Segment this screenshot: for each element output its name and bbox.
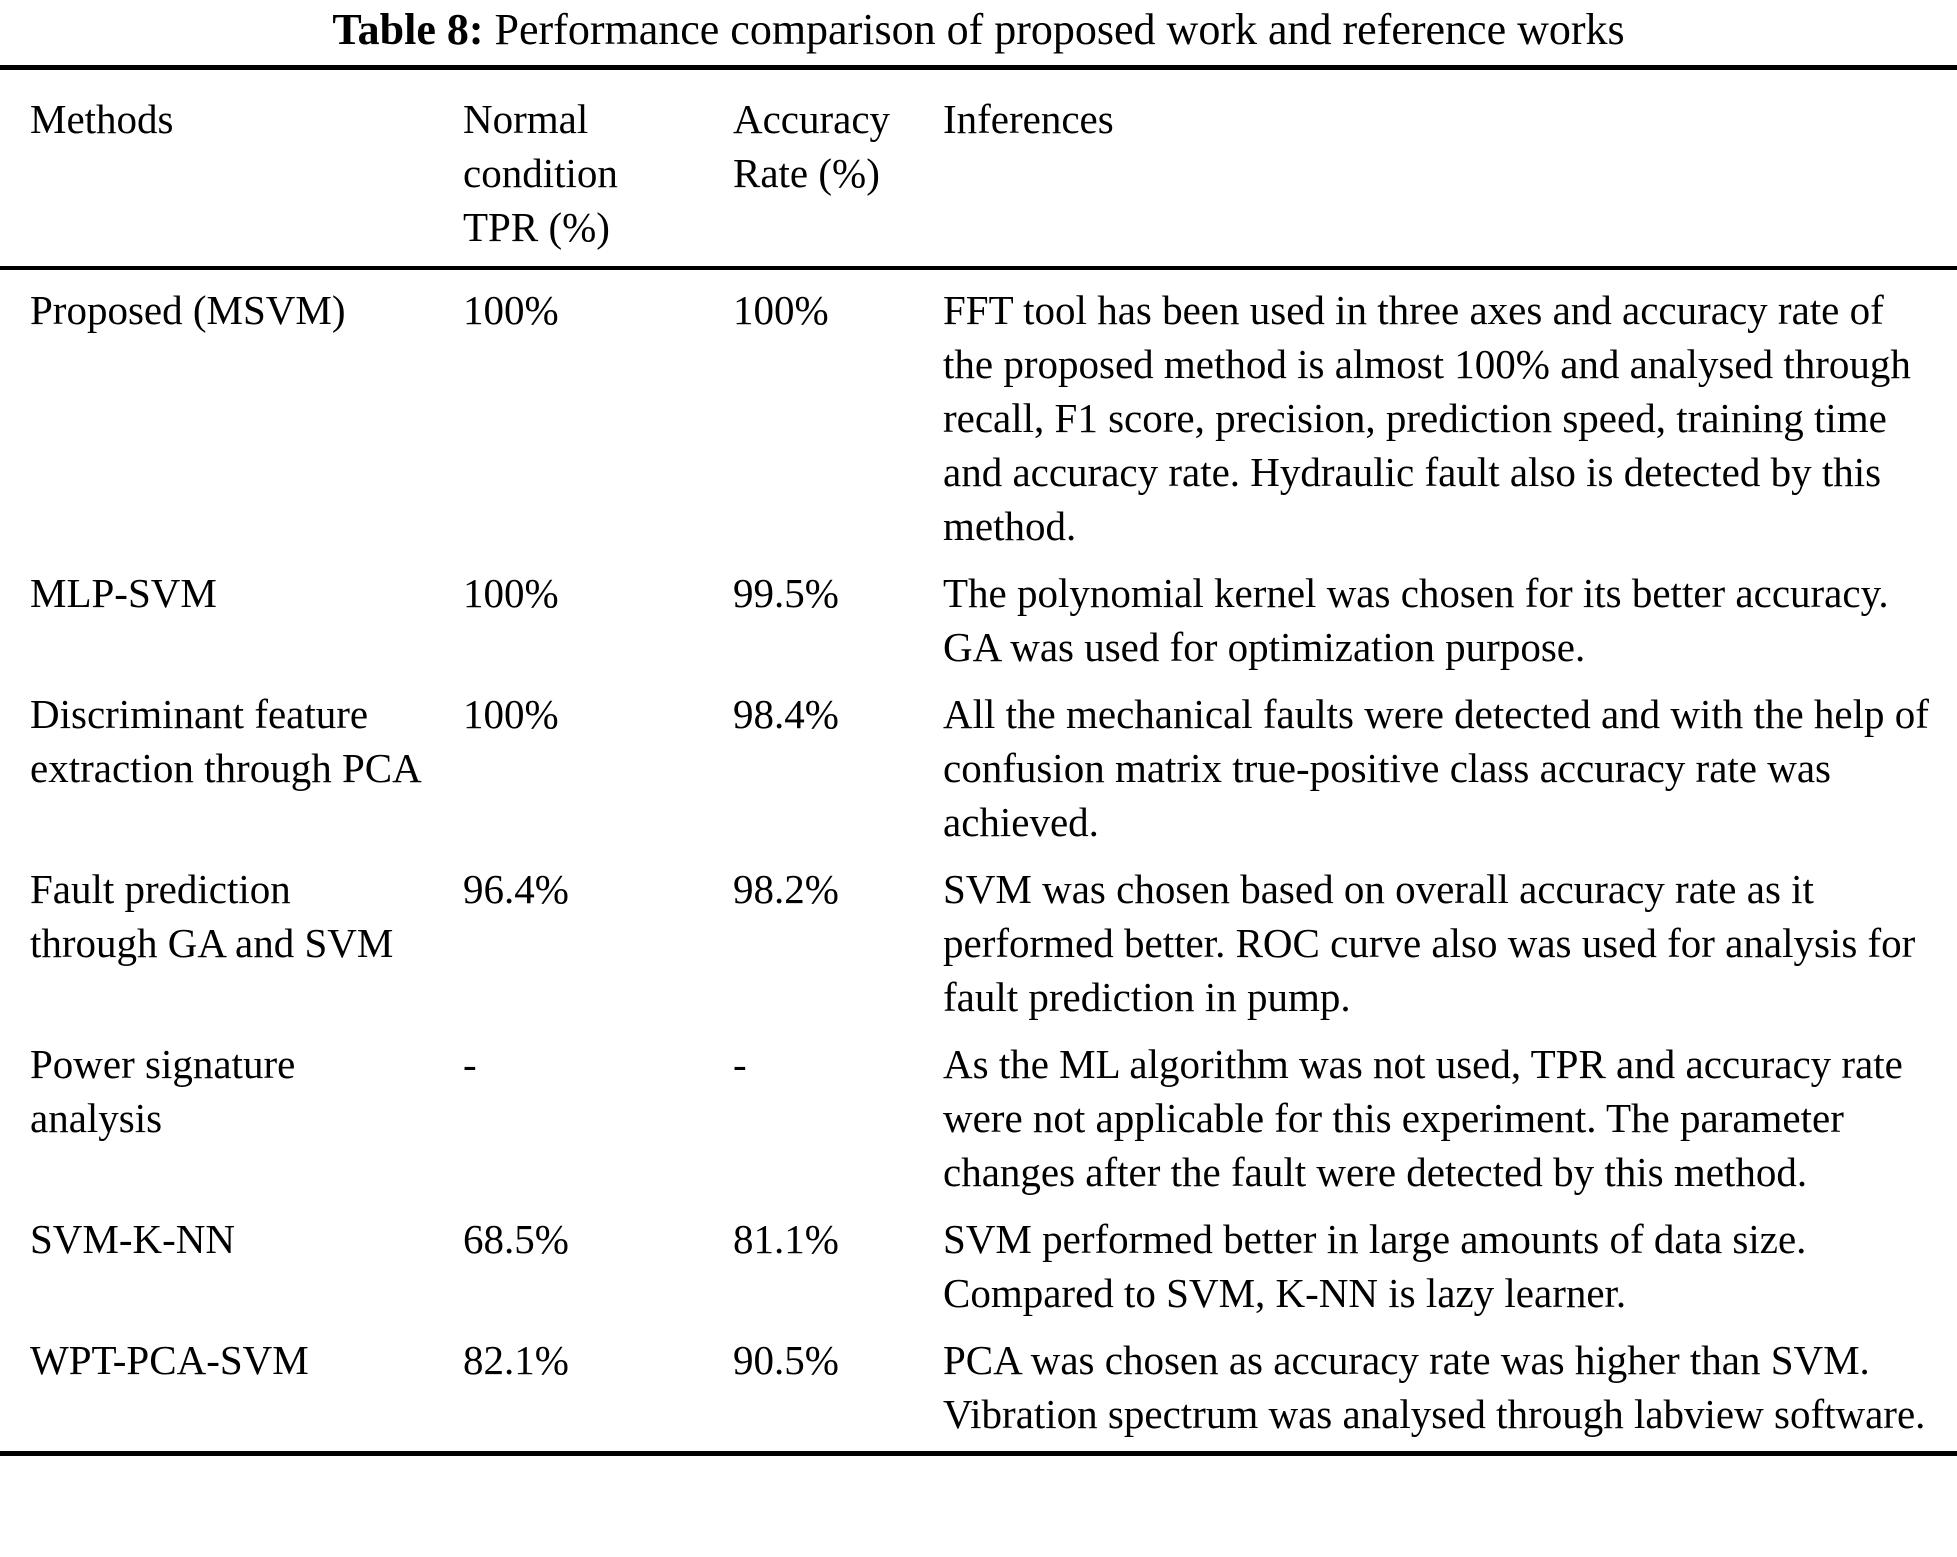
- method-cell: WPT-PCA-SVM: [30, 1337, 309, 1383]
- method-cell: MLP-SVM: [30, 570, 217, 616]
- tpr-cell: 100%: [463, 570, 559, 616]
- tpr-cell: 82.1%: [463, 1337, 569, 1383]
- inference-cell: As the ML algorithm was not used, TPR and accuracy rate were not applicable for this experiment. The parameter changes after the fault were detected by this method.: [943, 1041, 1903, 1195]
- method-cell: Discriminant feature extraction through PCA: [30, 691, 422, 791]
- accuracy-cell: -: [733, 1041, 747, 1087]
- method-cell: SVM-K-NN: [30, 1216, 235, 1262]
- accuracy-cell: 90.5%: [733, 1337, 839, 1383]
- table-caption-text: Performance comparison of proposed work and reference works: [494, 5, 1625, 54]
- table-row: [0, 553, 1957, 674]
- table-caption: [0, 0, 1957, 58]
- inference-cell: SVM was chosen based on overall accuracy rate as it performed better. ROC curve also was used for analysis for fault prediction in pump.: [943, 866, 1916, 1020]
- tpr-cell: -: [463, 1041, 477, 1087]
- tpr-cell: 100%: [463, 691, 559, 737]
- method-cell: Fault prediction through GA and SVM: [30, 866, 394, 966]
- tpr-cell: 100%: [463, 287, 559, 333]
- table-row: [0, 1024, 1957, 1199]
- header-row: [0, 68, 1957, 269]
- table-row: [0, 1320, 1957, 1454]
- table-row: [0, 268, 1957, 553]
- accuracy-cell: 98.4%: [733, 691, 839, 737]
- inference-cell: SVM performed better in large amounts of data size. Compared to SVM, K-NN is lazy learner.: [943, 1216, 1807, 1316]
- performance-comparison-table: [0, 65, 1957, 1456]
- inference-cell: All the mechanical faults were detected and with the help of confusion matrix true-positive class accuracy rate was achieved.: [943, 691, 1929, 845]
- tpr-cell: 96.4%: [463, 866, 569, 912]
- table-row: [0, 674, 1957, 849]
- inference-cell: PCA was chosen as accuracy rate was higher than SVM. Vibration spectrum was analysed through labview software.: [943, 1337, 1926, 1437]
- col-header-methods: Methods: [30, 96, 174, 142]
- table-row: [0, 1199, 1957, 1320]
- inference-cell: FFT tool has been used in three axes and accuracy rate of the proposed method is almost 100% and analysed through recall, F1 score, precision, prediction speed, training time and accuracy rate. Hydraulic fault also is detected by this method.: [943, 287, 1911, 549]
- col-header-tpr: Normal condition TPR (%): [463, 96, 618, 250]
- table-row: [0, 849, 1957, 1024]
- table-caption-label: Table 8:: [332, 5, 484, 54]
- accuracy-cell: 98.2%: [733, 866, 839, 912]
- method-cell: Proposed (MSVM): [30, 287, 346, 333]
- inference-cell: The polynomial kernel was chosen for its better accuracy. GA was used for optimization purpose.: [943, 570, 1889, 670]
- accuracy-cell: 81.1%: [733, 1216, 839, 1262]
- accuracy-cell: 99.5%: [733, 570, 839, 616]
- col-header-inferences: Inferences: [943, 96, 1114, 142]
- tpr-cell: 68.5%: [463, 1216, 569, 1262]
- accuracy-cell: 100%: [733, 287, 829, 333]
- col-header-accuracy: Accuracy Rate (%): [733, 96, 891, 196]
- method-cell: Power signature analysis: [30, 1041, 296, 1141]
